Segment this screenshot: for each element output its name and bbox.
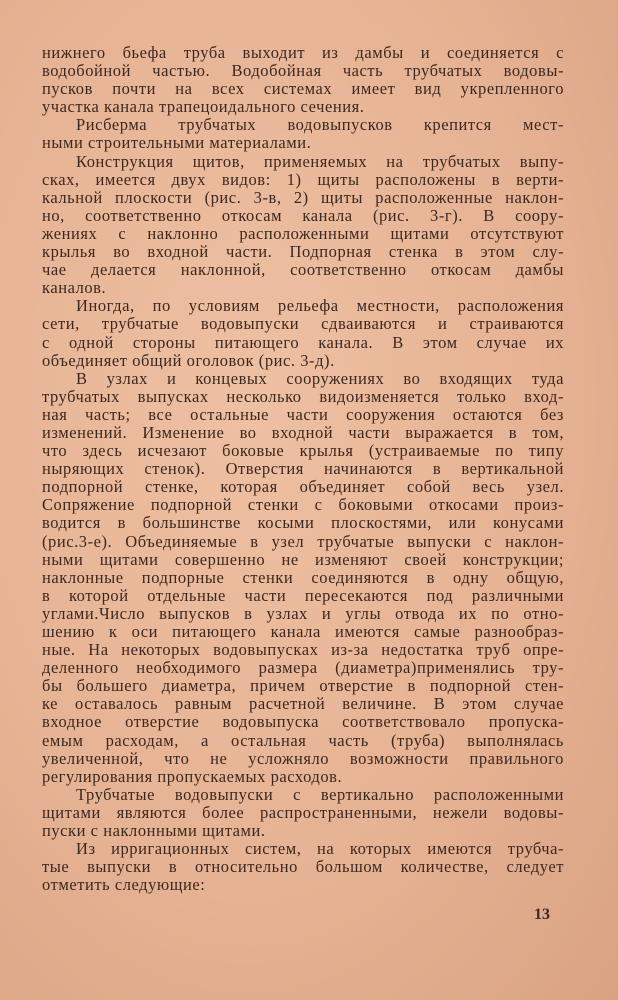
text-line: ными щитами совершенно не изменяют своей конструкции; (42, 549, 564, 569)
text-line: входное отверстие водовыпуска соответствовало пропуска- (42, 712, 564, 732)
page-text-body (42, 44, 564, 894)
text-line: объединяет общий оголовок (рис. 3-д). (42, 350, 335, 370)
text-line: ными строительными материалами. (42, 133, 312, 153)
text-line: Сопряжение подпорной стенки с боковыми откосами произ- (42, 495, 564, 515)
text-line: в которой отдельные части пересекаются под различными (42, 585, 564, 605)
text-line: жениях с наклонно расположенными щитами отсутствуют (42, 223, 564, 243)
text-line: увеличенной, что не усложняло возможности правильного (42, 748, 564, 768)
text-line: регулирования пропускаемых расходов. (42, 766, 343, 786)
text-line: чае делается наклонной, соответственно откосам дамбы (42, 260, 564, 280)
page-number: 13 (534, 906, 550, 923)
text-line: с одной стороны питающего канала. В этом случае их (42, 332, 564, 352)
text-line: наклонные подпорные стенки соединяются в одну общую, (42, 567, 564, 587)
text-line: щитами являются более распространенными, нежели водовы- (42, 802, 564, 822)
text-line: Трубчатые водовыпуски с вертикально расположенными (76, 784, 564, 804)
text-line: деленного необходимого размера (диаметра)применялись тру- (42, 658, 564, 678)
text-line: углами.Число выпусков в узлах и углы отвода их по отно- (42, 603, 564, 623)
text-line: Конструкция щитов, применяемых на трубчатых выпу- (76, 151, 564, 171)
text-line: нижнего бьефа труба выходит из дамбы и соединяется с (42, 43, 564, 62)
text-line: участка канала трапецоидального сечения. (42, 97, 365, 117)
text-line: емым расходам, а остальная часть (труба) выполнялась (42, 730, 564, 750)
text-line: Из ирригационных систем, на которых имеются трубча- (76, 839, 564, 859)
text-line: ные. На некоторых водовыпусках из-за недостатка труб опре- (42, 640, 564, 660)
text-line: ная часть; все остальные части сооружения остаются без (42, 404, 564, 424)
text-line: (рис.3-е). Объединяемые в узел трубчатые выпуски с наклон- (42, 531, 564, 551)
text-line: что здесь исчезают боковые крылья (устраиваемые по типу (42, 441, 564, 461)
text-line: тые выпуски в относительно большом количестве, следует (42, 857, 564, 877)
text-line: Иногда, по условиям рельефа местности, расположения (76, 296, 564, 316)
text-line: подпорной стенке, которая объединяет собой весь узел. (42, 477, 564, 497)
text-line: сети, трубчатые водовыпуски сдваиваются и страиваются (42, 314, 564, 334)
text-line: изменений. Изменение во входной части выражается в том, (42, 422, 564, 442)
text-line: отметить следующие: (42, 875, 206, 895)
text-line: пуски с наклонными щитами. (42, 821, 266, 841)
text-line: но, соответственно откосам канала (рис. 3-г). В соору- (42, 205, 564, 225)
text-line: бы большего диаметра, причем отверстие в подпорной стен- (42, 676, 564, 696)
text-line: ныряющих стенок). Отверстия начинаются в вертикальной (42, 459, 564, 479)
text-line: трубчатых выпусках несколько видоизменяется только вход- (42, 386, 564, 406)
text-line: водобойной частью. Водобойная часть трубчатых водовы- (42, 61, 564, 81)
text-line: пусков почти на всех системах имеет вид укрепленного (42, 79, 564, 99)
text-line: крылья во входной части. Подпорная стенка в этом слу- (42, 242, 564, 262)
text-line: шению к оси питающего канала имеются самые разнообраз- (42, 622, 564, 641)
text-line: Рисберма трубчатых водовыпусков крепится мест- (76, 115, 564, 135)
text-line: сках, имеется двух видов: 1) щиты расположены в верти- (42, 169, 564, 189)
text-line: ке оставалось равным расчетной величине. В этом случае (42, 694, 564, 714)
text-line: кальной плоскости (рис. 3-в, 2) щиты расположенные наклон- (42, 187, 564, 207)
text-line: водится в большинстве косыми плоскостями, или конусами (42, 513, 564, 533)
text-line: каналов. (42, 278, 107, 298)
text-line: В узлах и концевых сооружениях во входящих туда (76, 368, 564, 388)
